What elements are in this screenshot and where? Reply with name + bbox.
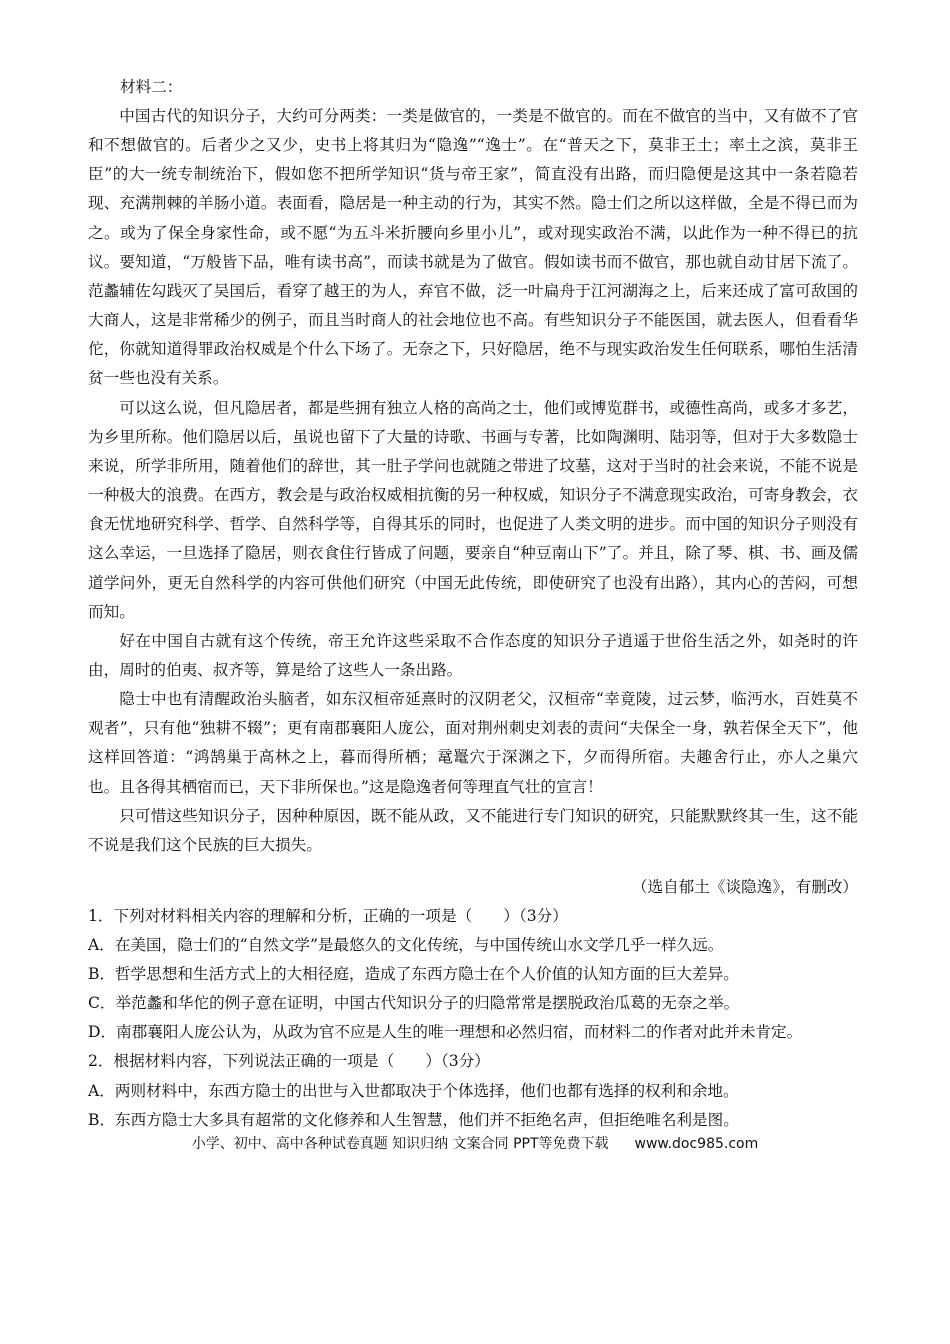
page-footer [0, 1131, 950, 1157]
question-option-b: B．东西方隐士大多具有超常的文化修养和人生智慧，他们并不拒绝名声，但拒绝唯名利是图。 [88, 1110, 739, 1129]
question-option-a: A．两则材料中，东西方隐士的出世与入世都取决于个体选择，他们也都有选择的权利和余地。 [88, 1081, 739, 1100]
question-list [88, 902, 878, 1135]
passage-paragraph: 可以这么说，但凡隐居者，都是些拥有独立人格的高尚之士，他们或博览群书，或德性高尚，或多才多艺，为乡里所称。他们隐居以后，虽说也留下了大量的诗歌、书画与专著，比如陶渊明、陆羽等，但对于大多数隐士来说，所学非所用，随着他们的辞世，其一肚子学问也就随之带进了坟墓，这对于当时的社会来说，不能不说是一种极大的浪费。在西方，教会是与政治权威相抗衡的另一种权威，知识分子不满意现实政治，可寄身教会，衣食无忧地研究科学、哲学、自然科学等，自得其乐的同时，也促进了人类文明的进步。而中国的知识分子则没有这么幸运，一旦选择了隐居，则衣食住行皆成了问题，要亲自“种豆南山下”了。并且，除了琴、棋、书、画及儒道学问外，更无自然科学的内容可供他们研究（中国无此传统，即使研究了也没有出路），其内心的苦闷，可想而知。 [88, 398, 858, 621]
question-stem: 1．下列对材料相关内容的理解和分析，正确的一项是（ ）（3分） [88, 907, 568, 925]
question-option-a: A．在美国，隐士们的“自然文学”是最悠久的文化传统，与中国传统山水文学几乎一样久远。 [88, 936, 724, 955]
passage-paragraph: 中国古代的知识分子，大约可分两类：一类是做官的，一类是不做官的。而在不做官的当中，又有做不了官和不想做官的。后者少之又少，史书上将其归为“隐逸”“逸士”。在“普天之下，莫非王土；率土之滨，莫非王臣”的大一统专制统治下，假如您不把所学知识“货与帝王家”，简直没有出路，而归隐便是这其中一条若隐若现、充满荆棘的羊肠小道。表面看，隐居是一种主动的行为，其实不然。隐士们之所以这样做，全是不得已而为之。或为了保全身家性命，或不愿“为五斗米折腰向乡里小儿”，或对现实政治不满，以此作为一种不得已的抗议。要知道，“万般皆下品，唯有读书高”，而读书就是为了做官。假如读书而不做官，那也就自动甘居下流了。范蠡辅佐勾践灭了吴国后，看穿了越王的为人，弃官不做，泛一叶扁舟于江河湖海之上，后来还成了富可敌国的大商人，这是非常稀少的例子，而且当时商人的社会地位也不高。有些知识分子不能医国，就去医人，但看看华佗，你就知道得罪政治权威是个什么下场了。无奈之下，只好隐居，绝不与现实政治发生任何联系，哪怕生活清贫一些也没有关系。 [88, 107, 858, 388]
source-citation: （选自郁土《谈隐逸》，有删改） [631, 878, 858, 896]
question-option-d: D．南郡襄阳人庞公认为，从政为官不应是人生的唯一理想和必然归宿，而材料二的作者对此并未肯定。 [88, 1023, 803, 1042]
question-option-c: C．举范蠡和华佗的例子意在证明，中国古代知识分子的归隐常常是摆脱政治瓜葛的无奈之举。 [88, 994, 740, 1013]
passage [88, 102, 858, 860]
footer-text: 小学、初中、高中各种试卷真题 知识归纳 文案合同 PPT等免费下载 [191, 1136, 609, 1152]
question-option-b: B．哲学思想和生活方式上的大相径庭，造成了东西方隐士在个人价值的认知方面的巨大差异。 [88, 965, 739, 984]
section-label: 材料二： [120, 78, 183, 96]
question-stem: 2．根据材料内容，下列说法正确的一项是（ ）（3分） [88, 1052, 490, 1071]
passage-paragraph: 只可惜这些知识分子，因种种原因，既不能从政，又不能进行专门知识的研究，只能默默终其一生，这不能不说是我们这个民族的巨大损失。 [88, 806, 858, 854]
footer-url: www.doc985.com [634, 1136, 759, 1152]
passage-paragraph: 隐士中也有清醒政治头脑者，如东汉桓帝延熹时的汉阴老父，汉桓帝“幸竟陵，过云梦，临沔水，百姓莫不观者”，只有他“独耕不辍”；更有南郡襄阳人庞公，面对荆州刺史刘表的责问“夫保全一身，孰若保全天下”，他这样回答道：“鸿鹄巢于高林之上，暮而得所栖；鼋鼍穴于深渊之下，夕而得所宿。夫趣舍行止，亦人之巢穴也。且各得其栖宿而已，天下非所保也。”这是隐逸者何等理直气壮的宣言！ [88, 690, 858, 796]
passage-paragraph: 好在中国自古就有这个传统，帝王允许这些采取不合作态度的知识分子逍遥于世俗生活之外，如尧时的许由，周时的伯夷、叔齐等，算是给了这些人一条出路。 [88, 631, 858, 679]
